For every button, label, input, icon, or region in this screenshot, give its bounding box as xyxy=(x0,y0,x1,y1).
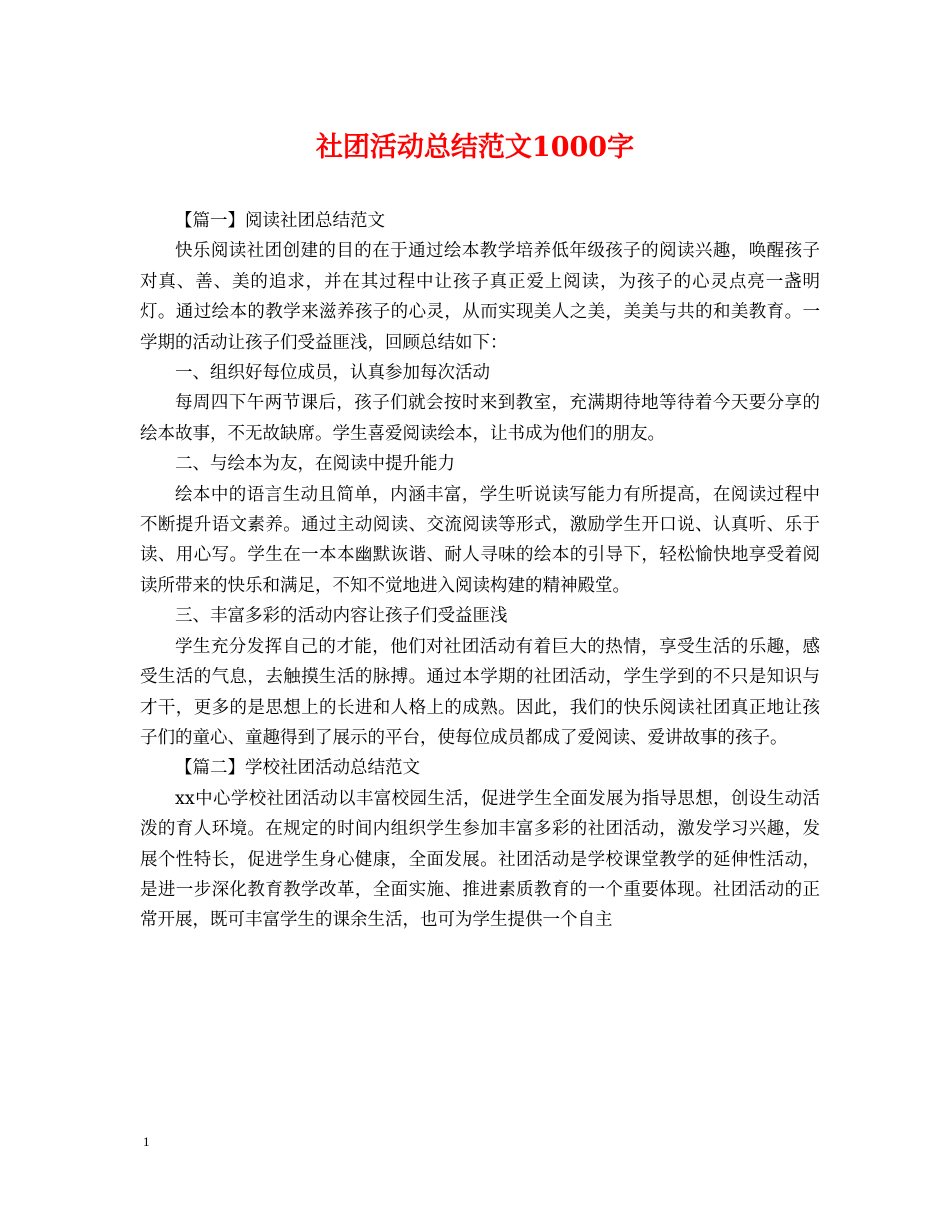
section-heading-part-one: 【篇一】阅读社团总结范文 xyxy=(175,211,385,231)
body-paragraph: 绘本中的语言生动且简单，内涵丰富，学生听说读写能力有所提高，在阅读过程中不断提升语文素养。通过主动阅读、交流阅读等形式，激励学生开口说、认真听、乐于读、用心写。学生在一本本幽默诙谐、耐人寻味的绘本的引导下，轻松愉快地享受着阅读所带来的快乐和满足，不知不觉地进入阅读构建的精神殿堂。 xyxy=(140,484,820,596)
body-paragraph: 学生充分发挥自己的才能，他们对社团活动有着巨大的热情，享受生活的乐趣，感受生活的气息，去触摸生活的脉搏。通过本学期的社团活动，学生学到的不只是知识与才干，更多的是思想上的长进和人格上的成熟。因此，我们的快乐阅读社团真正地让孩子们的童心、童趣得到了展示的平台，使每位成员都成了爱阅读、爱讲故事的孩子。 xyxy=(140,636,820,748)
subheading: 三、丰富多彩的活动内容让孩子们受益匪浅 xyxy=(175,606,508,627)
body-paragraph: 每周四下午两节课后，孩子们就会按时来到教室，充满期待地等待着今天要分享的绘本故事，不无故缺席。学生喜爱阅读绘本，让书成为他们的朋友。 xyxy=(140,393,820,444)
body-paragraph: 快乐阅读社团创建的目的在于通过绘本教学培养低年级孩子的阅读兴趣，唤醒孩子对真、善、美的追求，并在其过程中让孩子真正爱上阅读，为孩子的心灵点亮一盏明灯。通过绘本的教学来滋养孩子的心灵，从而实现美人之美，美美与共的和美教育。一学期的活动让孩子们受益匪浅，回顾总结如下： xyxy=(140,241,820,353)
section-heading-part-two: 【篇二】学校社团活动总结范文 xyxy=(175,758,420,779)
page-number: 1 xyxy=(143,1134,150,1149)
document-title: 社团活动总结范文1000字 xyxy=(315,132,635,163)
subheading: 二、与绘本为友，在阅读中提升能力 xyxy=(175,454,455,475)
subheading: 一、组织好每位成员，认真参加每次活动 xyxy=(175,363,490,384)
document-body xyxy=(140,206,820,936)
body-paragraph: xx中心学校社团活动以丰富校园生活，促进学生全面发展为指导思想，创设生动活泼的育人环境。在规定的时间内组织学生参加丰富多彩的社团活动，激发学习兴趣，发展个性特长，促进学生身心健康，全面发展。社团活动是学校课堂教学的延伸性活动，是进一步深化教育教学改革，全面实施、推进素质教育的一个重要体现。社团活动的正常开展，既可丰富学生的课余生活，也可为学生提供一个自主 xyxy=(140,788,820,931)
